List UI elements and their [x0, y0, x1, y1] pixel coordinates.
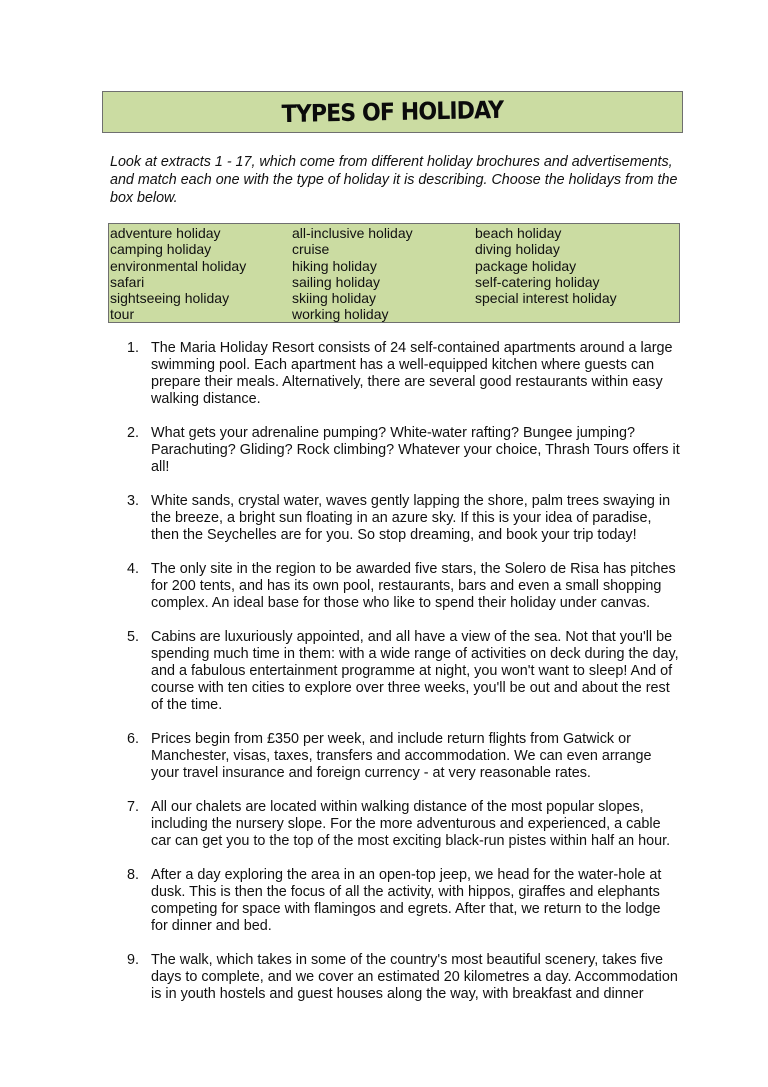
- holiday-type: working holiday: [292, 306, 389, 323]
- extract-text: Prices begin from £350 per week, and include return flights from Gatwick or Manchester, visas, taxes, transfers and accommodation. We can even arrange your travel insurance and foreign currency - at very reasonable rates.: [151, 731, 652, 781]
- extract-number: 6.: [127, 731, 140, 747]
- holiday-type: beach holiday: [475, 225, 562, 241]
- extract-text: The walk, which takes in some of the country's most beautiful scenery, takes five days to complete, and we cover an estimated 20 kilometres a day. Accommodation is in youth hostels and guest houses along the way, with breakfast and dinner: [151, 952, 678, 1002]
- list-item: [0, 867, 681, 935]
- holiday-type: hiking holiday: [292, 257, 377, 274]
- extract-number: 8.: [127, 867, 140, 883]
- holiday-type: sightseeing holiday: [110, 290, 230, 307]
- holiday-type: sailing holiday: [292, 273, 380, 290]
- list-item: [0, 425, 681, 476]
- list-item: [0, 799, 681, 850]
- holiday-type: diving holiday: [475, 241, 560, 258]
- extract-number: 4.: [127, 561, 140, 577]
- list-item: [0, 731, 681, 782]
- extract-number: 9.: [127, 952, 140, 968]
- extract-text: The only site in the region to be awarded five stars, the Solero de Risa has pitches for 200 tents, and has its own pool, restaurants, bars and even a small shopping complex. An ideal base for those who like to spend their holiday under canvas.: [151, 561, 676, 611]
- extract-text: What gets your adrenaline pumping? White-water rafting? Bungee jumping? Parachuting? Gliding? Rock climbing? Whatever your choice, Thrash Tours offers it all!: [151, 425, 680, 475]
- holiday-type: adventure holiday: [110, 225, 221, 241]
- extract-number: 1.: [127, 340, 140, 356]
- extracts-list: [0, 340, 768, 1020]
- extract-text: Cabins are luxuriously appointed, and all have a view of the sea. Not that you'll be spending much time in them: with a wide range of activities on deck during the day, and a fabulous entertainment programme at night, you won't want to sleep! And of course with ten cities to explore over three weeks, you'll be out and about the rest of the time.: [151, 629, 679, 713]
- extract-number: 7.: [127, 799, 140, 815]
- holiday-type: environmental holiday: [110, 257, 247, 274]
- title-banner: [102, 91, 683, 133]
- instructions-text: Look at extracts 1 - 17, which come from different holiday brochures and advertisements, and match each one with the type of holiday it is describing. Choose the holidays from the box below.: [110, 154, 678, 206]
- list-item: [0, 561, 681, 612]
- extract-text: After a day exploring the area in an open-top jeep, we head for the water-hole at dusk. This is then the focus of all the activity, with hippos, giraffes and elephants competing for space with flamingos and egrets. After that, we return to the lodge for dinner and bed.: [151, 867, 662, 934]
- list-item: [0, 629, 681, 714]
- page-title: TYPES OF HOLIDAY: [281, 95, 504, 129]
- holiday-type: safari: [110, 273, 145, 290]
- holiday-type: cruise: [292, 241, 330, 258]
- holiday-type: package holiday: [475, 257, 577, 274]
- extract-number: 3.: [127, 493, 140, 509]
- holiday-type: self-catering holiday: [475, 273, 600, 290]
- extract-text: White sands, crystal water, waves gently lapping the shore, palm trees swaying in the breeze, a bright sun floating in an azure sky. If this is your idea of paradise, then the Seychelles are for you. So stop dreaming, and book your trip today!: [151, 493, 671, 543]
- holiday-column-1: [110, 225, 246, 323]
- extract-text: The Maria Holiday Resort consists of 24 self-contained apartments around a large swimming pool. Each apartment has a well-equipped kitchen where guests can prepare their meals. Alternatively, there are several good restaurants within easy walking distance.: [151, 340, 673, 407]
- holiday-type: skiing holiday: [292, 290, 377, 307]
- holiday-types-box: [108, 223, 680, 323]
- holiday-type: special interest holiday: [475, 290, 617, 307]
- extract-number: 5.: [127, 629, 140, 645]
- holiday-type: all-inclusive holiday: [292, 225, 413, 241]
- holiday-column-3: [475, 225, 617, 306]
- holiday-column-2: [292, 225, 413, 323]
- extract-text: All our chalets are located within walking distance of the most popular slopes, including the nursery slope. For the more adventurous and experienced, a cable car can get you to the top of the most exciting black-run pistes within half an hour.: [151, 799, 671, 849]
- extract-number: 2.: [127, 425, 140, 441]
- list-item: [0, 952, 681, 1003]
- list-item: [0, 340, 681, 408]
- list-item: [0, 493, 681, 544]
- holiday-type: camping holiday: [110, 241, 212, 258]
- holiday-type: tour: [110, 306, 135, 323]
